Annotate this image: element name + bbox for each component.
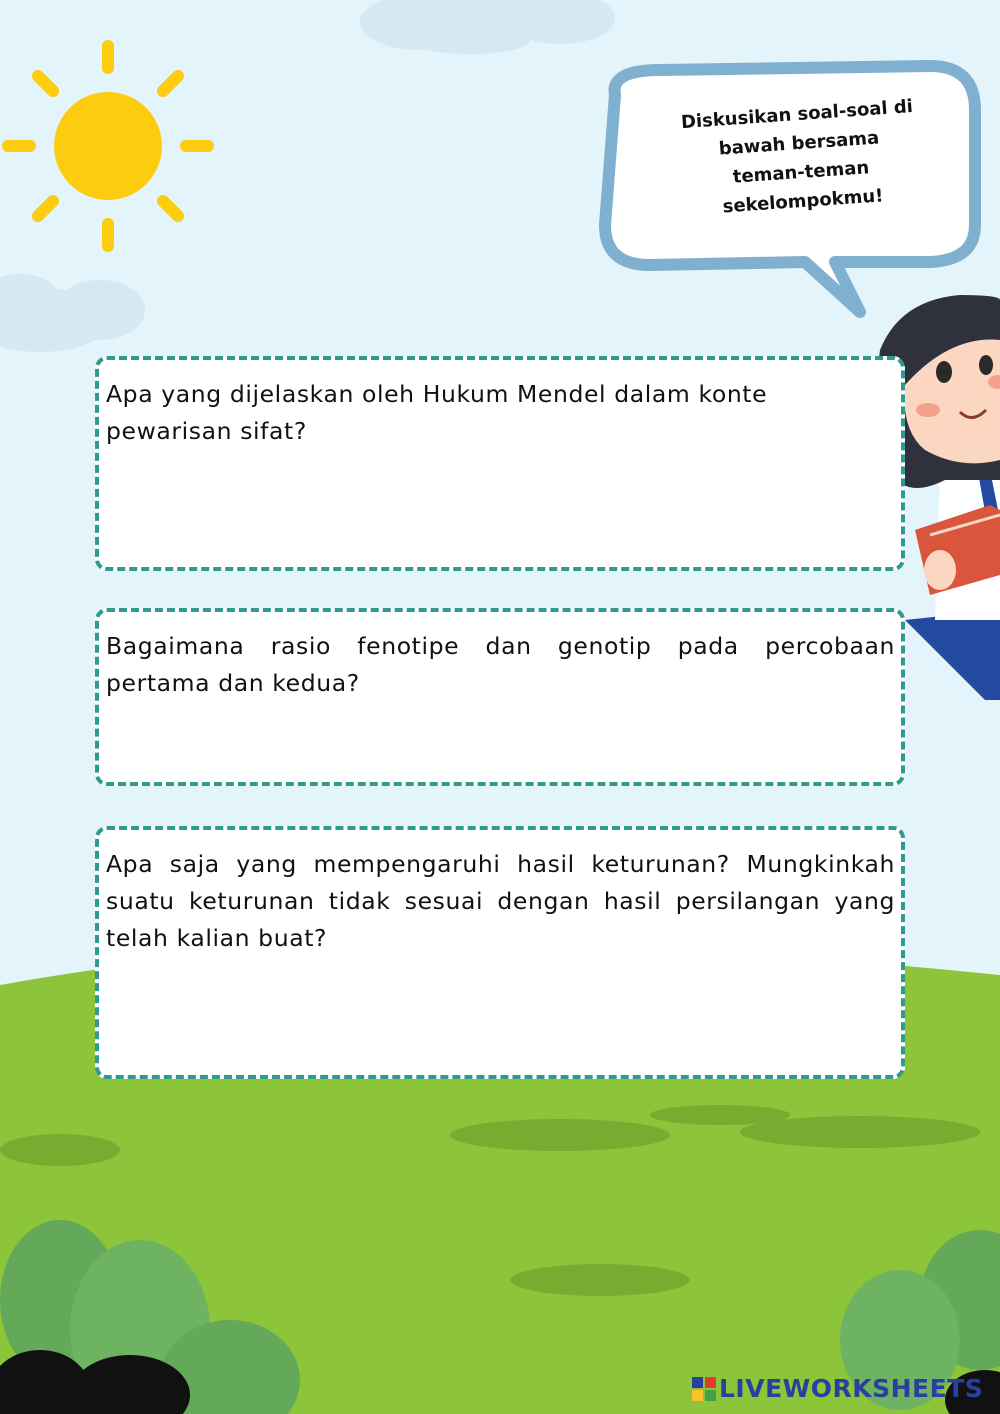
question-line: Apa yang dijelaskan oleh Hukum Mendel dalam konte bbox=[106, 380, 768, 408]
bubble-line: sekelompokmu! bbox=[722, 185, 885, 218]
bubble-line: Diskusikan soal-soal di bbox=[680, 96, 914, 134]
bubble-line: bawah bersama bbox=[718, 127, 880, 160]
speech-bubble-text bbox=[656, 90, 943, 225]
question-box-1[interactable] bbox=[95, 356, 905, 571]
question-box-3[interactable] bbox=[95, 826, 905, 1079]
question-text bbox=[106, 376, 895, 450]
bubble-line: teman-teman bbox=[732, 157, 870, 188]
question-line: pewarisan sifat? bbox=[106, 417, 307, 445]
liveworksheets-logo[interactable] bbox=[692, 1374, 983, 1403]
question-text: Bagaimana rasio fenotipe dan genotip pada percobaan pertama dan kedua? bbox=[106, 632, 895, 697]
question-box-2[interactable] bbox=[95, 608, 905, 786]
question-text: Apa saja yang mempengaruhi hasil keturunan? Mungkinkah suatu keturunan tidak sesuai dengan hasil persilangan yang telah kalian buat? bbox=[106, 850, 895, 952]
logo-icon bbox=[692, 1377, 716, 1401]
logo-text: LIVEWORKSHEETS bbox=[719, 1374, 984, 1403]
